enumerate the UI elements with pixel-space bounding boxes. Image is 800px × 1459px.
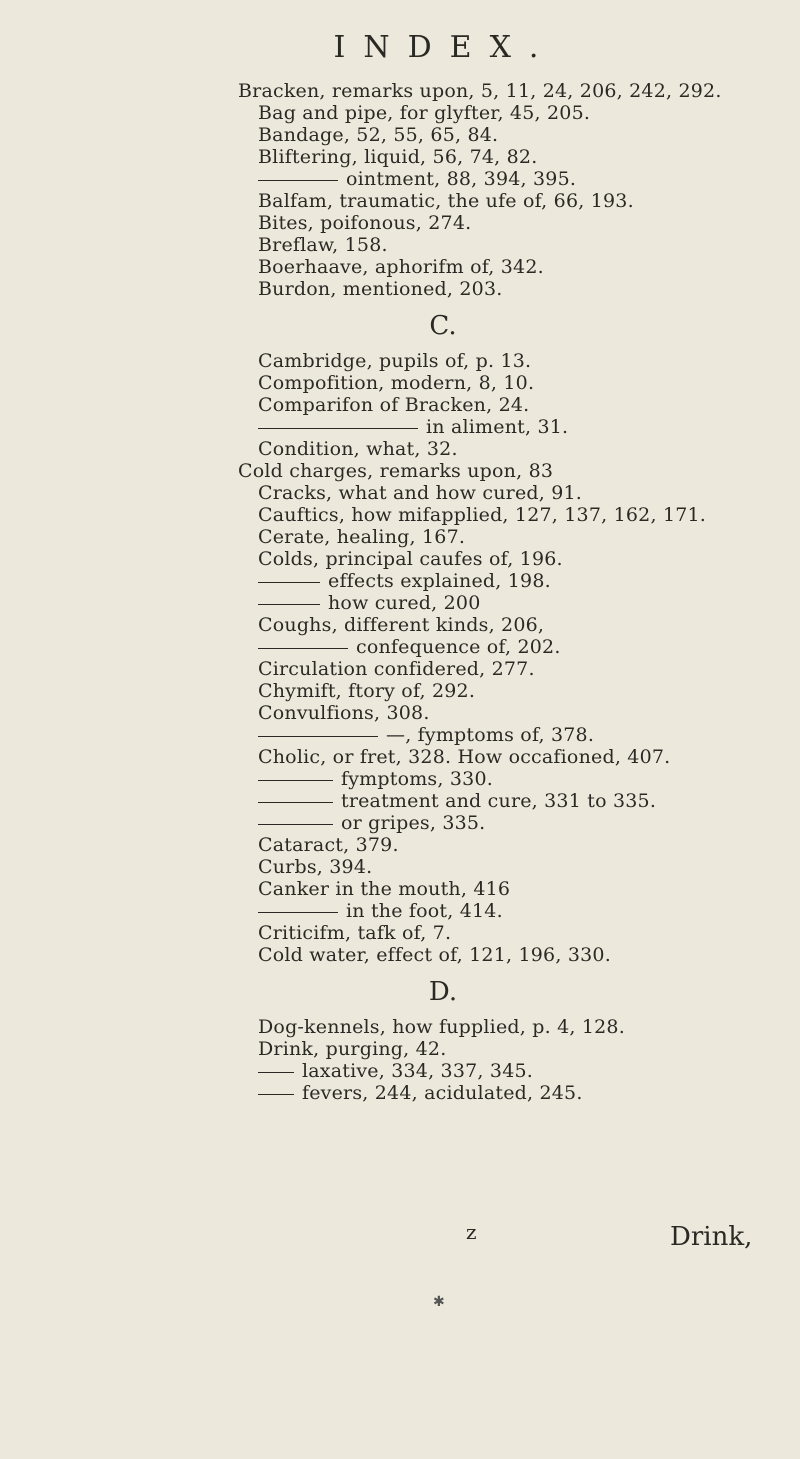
index-entry — [238, 168, 758, 190]
entry-text: treatment and cure, 331 to 335. — [341, 790, 657, 812]
index-entry: Bliftering, liquid, 56, 74, 82. — [258, 146, 538, 168]
index-entry: Cholic, or fret, 328. How occafioned, 407. — [258, 746, 671, 768]
signature-mark: z — [466, 1220, 477, 1244]
index-entry: Criticifm, tafk of, 7. — [258, 922, 452, 944]
entry-text: —, fymptoms of, 378. — [386, 724, 595, 746]
index-entry: Chymift, ftory of, 292. — [258, 680, 476, 702]
catchword: Drink, — [670, 1222, 753, 1252]
index-entry — [238, 790, 758, 812]
index-entry: Bag and pipe, for glyfter, 45, 205. — [258, 102, 591, 124]
index-entry: Compofition, modern, 8, 10. — [258, 372, 535, 394]
entry-text: effects explained, 198. — [328, 570, 551, 592]
section-letter-c: C. — [429, 311, 457, 341]
index-entry: Burdon, mentioned, 203. — [258, 278, 503, 300]
index-entry — [238, 1060, 758, 1082]
index-entry: Bites, poifonous, 274. — [258, 212, 472, 234]
index-entry: Canker in the mouth, 416 — [258, 878, 511, 900]
entry-text: fevers, 244, acidulated, 245. — [302, 1082, 583, 1104]
index-entry: Breflaw, 158. — [258, 234, 388, 256]
index-entry: Cold water, effect of, 121, 196, 330. — [258, 944, 611, 966]
index-entry — [238, 724, 758, 746]
index-entry — [238, 570, 758, 592]
index-entry: Cold charges, remarks upon, 83 — [238, 460, 554, 482]
index-entry: Cauftics, how mifapplied, 127, 137, 162, 171. — [258, 504, 707, 526]
index-entry: Colds, principal caufes of, 196. — [258, 548, 563, 570]
index-entry: Comparifon of Bracken, 24. — [258, 394, 530, 416]
index-entry: Cambridge, pupils of, p. 13. — [258, 350, 532, 372]
entry-text: confequence of, 202. — [356, 636, 561, 658]
index-entry: Curbs, 394. — [258, 856, 373, 878]
index-entry: Coughs, different kinds, 206, — [258, 614, 545, 636]
index-entry: Circulation confidered, 277. — [258, 658, 535, 680]
index-entry — [238, 416, 758, 438]
section-letter-d: D. — [428, 977, 458, 1007]
entry-text: in aliment, 31. — [426, 416, 569, 438]
entry-text: or gripes, 335. — [341, 812, 486, 834]
index-entry: Cerate, healing, 167. — [258, 526, 466, 548]
page-header: INDEX. — [333, 30, 557, 65]
index-entry: Boerhaave, aphorifm of, 342. — [258, 256, 544, 278]
entry-text: how cured, 200 — [328, 592, 481, 614]
index-entry: Convulfions, 308. — [258, 702, 430, 724]
index-entry: Balfam, traumatic, the ufe of, 66, 193. — [258, 190, 634, 212]
entry-text: fymptoms, 330. — [341, 768, 493, 790]
index-entry: Dog-kennels, how fupplied, p. 4, 128. — [258, 1016, 625, 1038]
entry-text: in the foot, 414. — [346, 900, 503, 922]
index-entry — [238, 1082, 758, 1104]
index-entry — [238, 900, 758, 922]
index-entry: Bracken, remarks upon, 5, 11, 24, 206, 242, 292. — [238, 80, 722, 102]
index-entry: Cracks, what and how cured, 91. — [258, 482, 583, 504]
index-entry: Condition, what, 32. — [258, 438, 458, 460]
index-entry — [238, 812, 758, 834]
index-entry — [238, 592, 758, 614]
index-entry — [238, 768, 758, 790]
entry-text: laxative, 334, 337, 345. — [302, 1060, 534, 1082]
entry-text: ointment, 88, 394, 395. — [346, 168, 577, 190]
index-entry — [238, 636, 758, 658]
index-entry: Bandage, 52, 55, 65, 84. — [258, 124, 499, 146]
index-entry: Drink, purging, 42. — [258, 1038, 447, 1060]
index-entries — [238, 80, 758, 1104]
index-entry: Cataract, 379. — [258, 834, 399, 856]
ink-blot-ornament: ✱ — [433, 1294, 445, 1310]
